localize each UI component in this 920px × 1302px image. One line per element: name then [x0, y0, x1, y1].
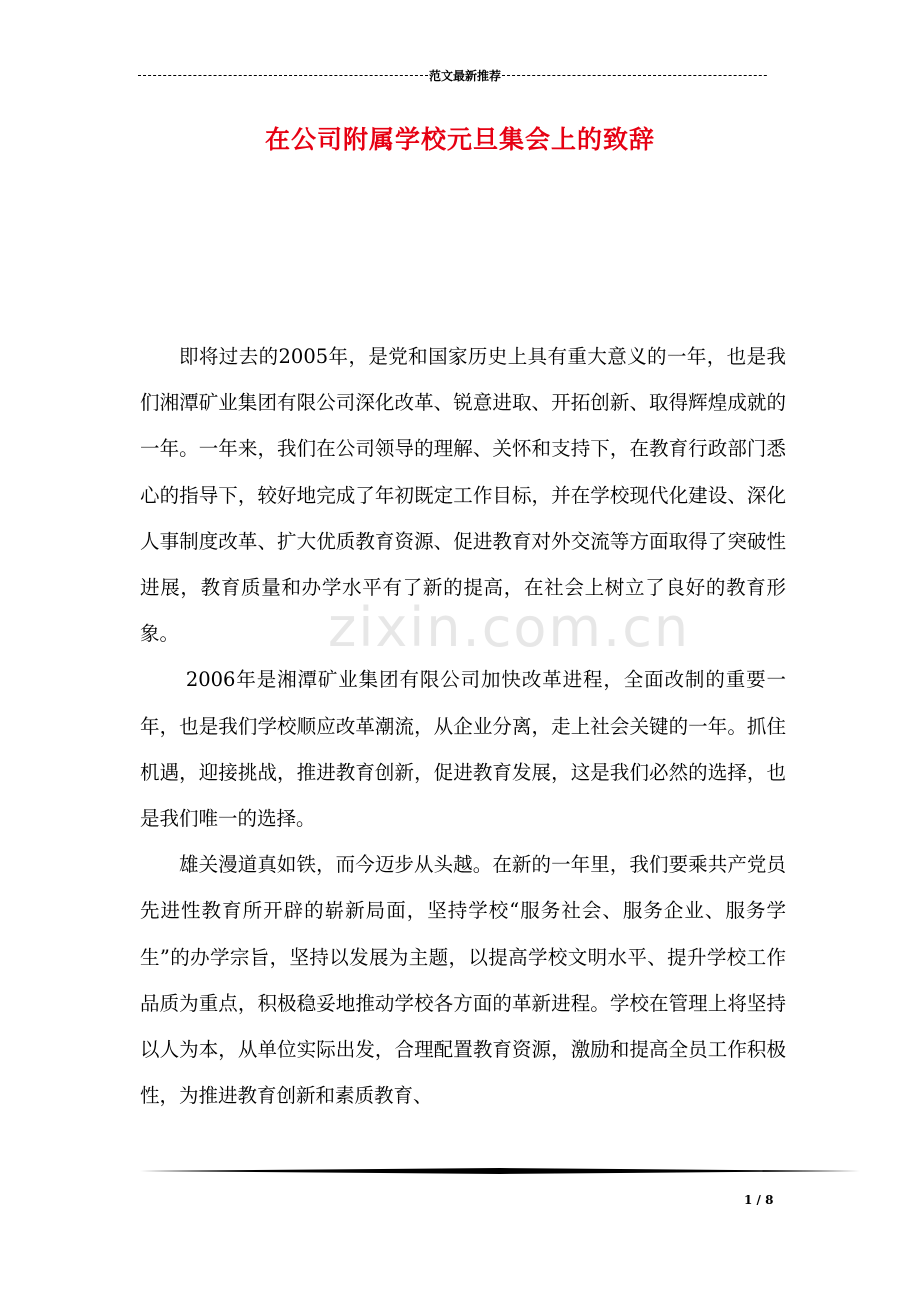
document-title: 在公司附属学校元旦集会上的致辞	[264, 125, 655, 154]
page-number: 1 / 8	[744, 1193, 774, 1207]
page-header	[138, 66, 768, 85]
header-dashes-right	[502, 75, 768, 76]
footer-rule	[140, 1168, 860, 1174]
paragraph-1: 即将过去的2005年，是党和国家历史上具有重大意义的一年，也是我们湘潭矿业集团有限公司深化改革、锐意进取、开拓创新、取得辉煌成就的一年。一年来，我们在公司领导的理解、关怀和支持下，在教育行政部门悉心的指导下，较好地完成了年初既定工作目标，并在学校现代化建设、深化人事制度改革、扩大优质教育资源、促进教育对外交流等方面取得了突破性进展，教育质量和办学水平有了新的提高，在社会上树立了良好的教育形象。	[140, 345, 786, 646]
document-body	[140, 334, 786, 1119]
header-dashes-left	[138, 75, 428, 76]
paragraph-3: 雄关漫道真如铁，而今迈步从头越。在新的一年里，我们要乘共产党员先进性教育所开辟的崭新局面，坚持学校“服务社会、服务企业、服务学生”的办学宗旨，坚持以发展为主题，以提高学校文明水平、提升学校工作品质为重点，积极稳妥地推动学校各方面的革新进程。学校在管理上将坚持以人为本，从单位实际出发，合理配置教育资源，激励和提高全员工作积极性，为推进教育创新和素质教育、	[140, 853, 786, 1108]
paragraph-2: 2006年是湘潭矿业集团有限公司加快改革进程，全面改制的重要一年，也是我们学校顺应改革潮流，从企业分离，走上社会关键的一年。抓住机遇，迎接挑战，推进教育创新，促进教育发展，这是我们必然的选择，也是我们唯一的选择。	[140, 668, 786, 831]
watermark: zixin.com.cn	[328, 596, 691, 659]
header-label: 范文最新推荐	[429, 68, 502, 83]
